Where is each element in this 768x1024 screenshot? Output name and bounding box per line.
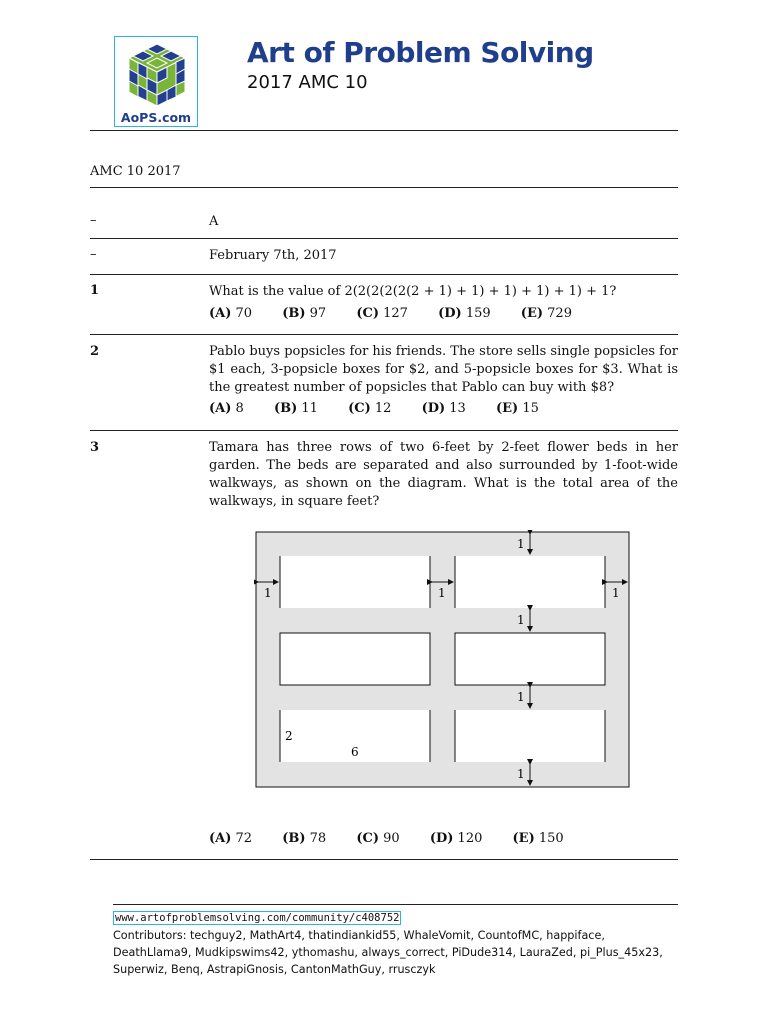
choice-d: (D) 159 [438,306,491,321]
divider [90,859,678,860]
aops-logo [114,36,198,127]
problem-number: 3 [90,440,100,455]
answer-choices [209,306,598,321]
choice-a: (A) 72 [209,831,253,846]
problem-text: Pablo buys popsicles for his friends. The store sells single popsicles for $1 each, 3-popsicle boxes for $2, and 5-popsicle boxes for $3. What is the greatest number of popsicles that Pablo can buy with $8? [209,344,678,395]
flower-bed-diagram [254,530,632,790]
choice-e: (E) 729 [520,306,572,321]
choice-c: (C) 90 [356,831,400,846]
footer-divider [113,904,678,905]
divider [90,334,678,335]
choice-a: (A) 8 [209,401,244,416]
choice-a: (A) 70 [209,306,253,321]
divider [90,130,678,131]
divider [90,187,678,188]
answer-choices [209,831,590,846]
choice-b: (B) 78 [282,831,327,846]
label-gap1: 1 [517,613,525,627]
section-title: AMC 10 2017 [90,164,181,179]
divider [90,274,678,275]
cube-logo-icon [123,42,191,110]
logo-text: AoPS.com [120,110,192,125]
choice-d: (D) 13 [421,401,466,416]
meta-dash: – [90,213,97,228]
contest-title: 2017 AMC 10 [247,72,368,93]
flower-bed [455,710,605,762]
label-left: 1 [264,586,272,600]
meta-date: February 7th, 2017 [209,248,337,263]
flower-bed [455,556,605,608]
meta-contest-version: A [209,214,219,229]
problem-number: 2 [90,344,100,359]
label-right: 1 [612,586,620,600]
choice-d: (D) 120 [429,831,483,846]
problem-text: What is the value of 2(2(2(2(2(2 + 1) + 1) + 1) + 1) + 1) + 1? [209,284,617,299]
brand-title: Art of Problem Solving [247,36,594,69]
label-gap2: 1 [517,690,525,704]
label-width: 6 [351,745,359,759]
flower-bed [280,556,430,608]
choice-c: (C) 127 [356,306,408,321]
choice-e: (E) 150 [512,831,564,846]
problem-text: Tamara has three rows of two 6-feet by 2-feet flower beds in her garden. The beds are separated and also surrounded by 1-foot-wide walkways, as shown on the diagram. What is the total area of the walkways, in square feet? [209,440,678,509]
divider [90,238,678,239]
choice-e: (E) 15 [495,401,539,416]
choice-c: (C) 12 [348,401,392,416]
label-bottom: 1 [517,767,525,781]
problem-number: 1 [90,283,100,298]
flower-bed [280,633,430,685]
label-top: 1 [517,537,525,551]
choice-b: (B) 97 [282,306,327,321]
answer-choices [209,401,565,416]
footer [113,909,678,978]
community-link[interactable]: www.artofproblemsolving.com/community/c408752 [115,912,400,924]
flower-bed [455,633,605,685]
label-middle: 1 [438,586,446,600]
choice-b: (B) 11 [273,401,318,416]
contributors: Contributors: techguy2, MathArt4, thatindiankid55, WhaleVomit, CountofMC, happiface, DeathLlama9, Mudkipswims42, ythomashu, always_correct, PiDude314, LauraZed, pi_Plus_45x23, Superwiz, Benq, AstrapiGnosis, CantonMathGuy, rrusczyk [113,929,663,976]
divider [90,430,678,431]
meta-dash: – [90,247,97,262]
label-height: 2 [285,729,293,743]
